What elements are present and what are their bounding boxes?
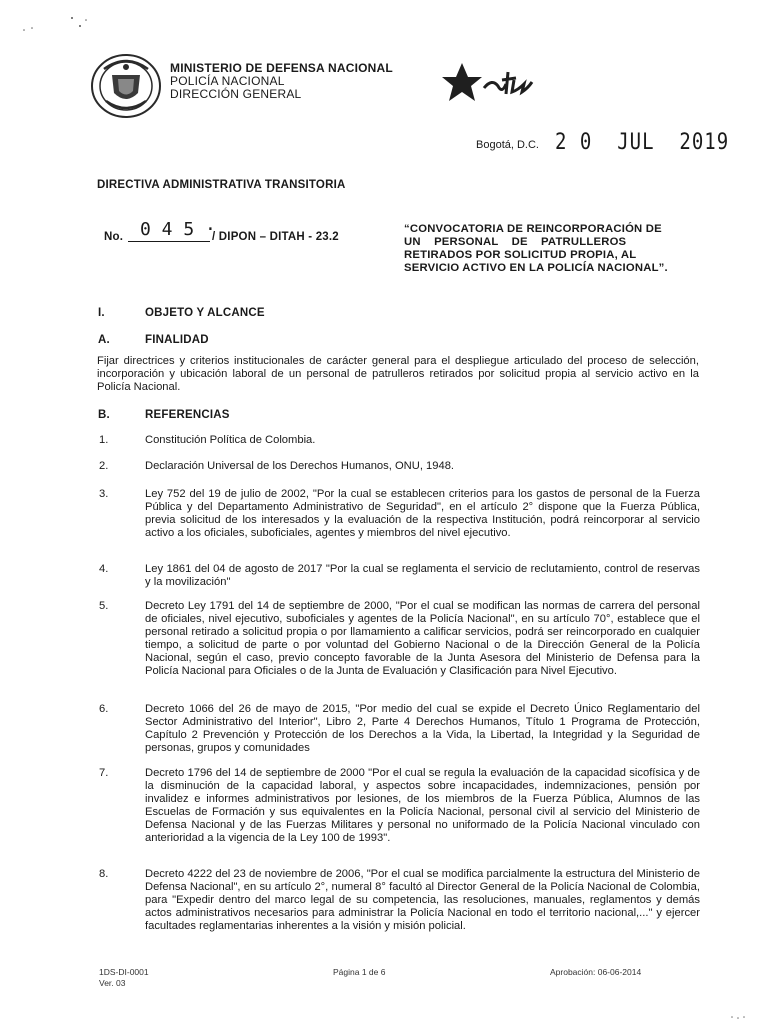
reference-text: Constitución Política de Colombia. xyxy=(145,434,316,446)
document-code: 1DS-DI-0001 xyxy=(99,967,149,977)
reference-number: 4. xyxy=(99,563,109,575)
section-number: I. xyxy=(98,307,105,319)
direction-name: DIRECCIÓN GENERAL xyxy=(170,87,302,101)
policia-seal-icon xyxy=(90,53,162,119)
reference-number: 8. xyxy=(99,868,109,880)
place-label: Bogotá, D.C. xyxy=(476,139,539,151)
section-title: OBJETO Y ALCANCE xyxy=(145,307,265,319)
reference-number: 6. xyxy=(99,703,109,715)
document-version: Ver. 03 xyxy=(99,978,126,988)
issue-date: 2 0 JUL 2019 xyxy=(555,129,730,155)
reference-text: Decreto 1066 del 26 de mayo de 2015, "Por medio del cual se expide el Decreto Único Reglamentario del Sector Administrativo del Interior", Libro 2, Parte 4 Derechos Humanos, Título 1 Programa de Protección, Capítulo 2 Prevención y Protección de los Derechos a la Vida, la Libertad, la Integridad y la Seguridad de personas, grupos y comunidades xyxy=(145,703,700,754)
reference-text: Ley 752 del 19 de julio de 2002, "Por la cual se establecen criterios para los gastos de personal de la Fuerza Pública y del Departamento Administrativo de Seguridad", en el artículo 2° dispone que la Fuerza Pública, previa solicitud de los interesados y la evaluación de la respectiva Institución, podrá reincorporar al servicio activo a los oficiales, suboficiales, agentes y miembros del nivel ejecutivo. xyxy=(145,488,700,539)
title-line: SERVICIO ACTIVO EN LA POLICÍA NACIONAL”. xyxy=(404,262,668,274)
finalidad-paragraph: Fijar directrices y criterios institucionales de carácter general para el despliegue articulado del proceso de selección, incorporación y ubicación laboral de un personal de patrulleros retirados por solicitud propia al servicio activo en la Policía Nacional. xyxy=(97,355,699,393)
title-line: UN PERSONAL DE PATRULLEROS xyxy=(404,236,627,248)
number-underline xyxy=(128,241,210,242)
ministry-name: MINISTERIO DE DEFENSA NACIONAL xyxy=(170,61,393,75)
reference-number: 3. xyxy=(99,488,109,500)
subsection-title: REFERENCIAS xyxy=(145,409,230,421)
approval-date: Aprobación: 06-06-2014 xyxy=(550,967,642,977)
reference-number: 7. xyxy=(99,767,109,779)
reference-number: 2. xyxy=(99,460,109,472)
scan-dots-icon xyxy=(20,14,90,34)
corner-scan-mark xyxy=(728,1008,752,1016)
institution-seal xyxy=(90,53,162,119)
star-signature-icon xyxy=(440,60,550,105)
number-value: 0 4 5 · xyxy=(140,219,216,240)
reference-text: Decreto 4222 del 23 de noviembre de 2006, "Por el cual se modifica parcialmente la estructura del Ministerio de Defensa Nacional", en su artículo 2°, numeral 8° facultó al Director General de la Policía Nacional de Colombia, para "Expedir dentro del marco legal de su competencia, las resoluciones, manuales, reglamentos y demás actos administrativos necesarios para administrar la Policía Nacional en todo el territorio nacional,..." y ejercer facultades reglamentarias inherentes a la visión y misión policial. xyxy=(145,868,700,932)
title-line: “CONVOCATORIA DE REINCORPORACIÓN DE xyxy=(404,223,662,235)
directive-title xyxy=(404,223,694,275)
reference-text: Declaración Universal de los Derechos Humanos, ONU, 1948. xyxy=(145,460,455,472)
police-name: POLICÍA NACIONAL xyxy=(170,74,285,88)
number-prefix: No. xyxy=(104,231,124,243)
page-number: Página 1 de 6 xyxy=(333,967,386,977)
scan-dots-icon xyxy=(728,1013,752,1021)
scan-marks xyxy=(20,14,90,34)
document-type: DIRECTIVA ADMINISTRATIVA TRANSITORIA xyxy=(97,179,346,191)
number-suffix: / DIPON – DITAH - 23.2 xyxy=(212,231,339,243)
subsection-title: FINALIDAD xyxy=(145,334,209,346)
title-line: RETIRADOS POR SOLICITUD PROPIA, AL xyxy=(404,249,637,261)
star-signature xyxy=(440,60,550,105)
reference-text: Decreto 1796 del 14 de septiembre de 2000 "Por el cual se regula la evaluación de la capacidad sicofísica y de la disminución de la capacidad laboral, y aspectos sobre incapacidades, indemnizaciones, pensión por invalidez e informes administrativos por lesiones, de los miembros de la Fuerza Pública, Alumnos de las Escuelas de Formación y sus equivalentes en la Policía Nacional, personal civil al servicio del Ministerio de Defensa Nacional y de las Fuerzas Militares y personal no uniformado de la Policía Nacional vinculado con anterioridad a la vigencia de la Ley 100 de 1993". xyxy=(145,767,700,844)
reference-number: 5. xyxy=(99,600,109,612)
reference-text: Ley 1861 del 04 de agosto de 2017 "Por la cual se reglamenta el servicio de reclutamiento, control de reservas y la movilización" xyxy=(145,563,700,588)
reference-number: 1. xyxy=(99,434,109,446)
subsection-number: B. xyxy=(98,409,110,421)
subsection-number: A. xyxy=(98,334,110,346)
reference-text: Decreto Ley 1791 del 14 de septiembre de 2000, "Por el cual se modifican las normas de carrera del personal de oficiales, nivel ejecutivo, suboficiales y agentes de la Policía Nacional", en su artículo 70°, establece que el personal retirado a solicitud propia o por llamamiento a calificar servicios, podrá ser reincorporado en cualquier tiempo, a solicitud de parte o por voluntad del Gobierno Nacional o de la Dirección General de la Policía Nacional, según el caso, previo concepto favorable de la Junta Asesora del Ministerio de Defensa para la Policía Nacional para Oficiales o de la Junta de Evaluación y Clasificación para Nivel Ejecutivo. xyxy=(145,600,700,677)
